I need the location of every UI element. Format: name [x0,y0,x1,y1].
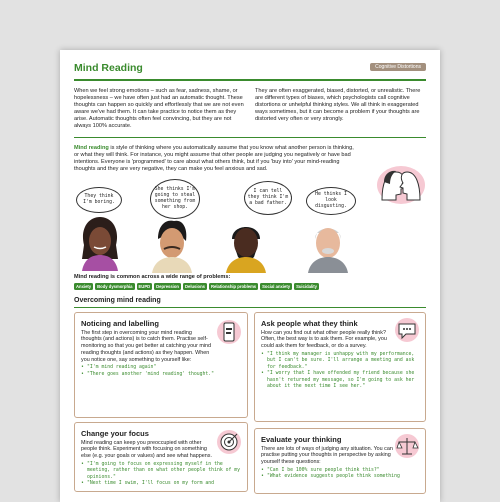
problem-tag: Relationship problems [210,283,257,289]
strategy-cards [74,312,426,487]
intro-right-column [255,88,426,130]
card-title: Noticing and labelling [81,318,159,328]
card-title: Ask people what they think [261,318,358,328]
problem-tag: Depression [156,283,179,289]
older-man-face-icon [306,217,350,273]
thought-bubble: I can tell they think I'm a bad father. [244,181,292,215]
card-noticing [74,312,248,418]
problem-tags [74,283,426,290]
person-illustration [74,177,132,273]
intro-section [74,88,426,130]
definition-text: is style of thinking where you automatically assume that you know what another person is thinking, or what they will think. For instance, you might assume that other people are judging you negatively or have bad intentions. Everyone is 'programmed' to care about what others think, but if you 'buy into' your mind-reading thoughts and they are very negative, they can make you feel anxious and sad. [74,144,354,172]
example-list [81,365,241,378]
person-illustration [224,177,289,273]
man-face-icon [150,217,194,273]
section-divider [74,307,426,308]
category-badge: Cognitive Distortions [370,63,426,71]
problem-tag: Delusions [184,283,205,289]
intro-left-text: When we feel strong emotions – such as fear, sadness, shame, or hopelessness – we have often just had an automatic thought. These thoughts can happen so quickly and effortlessly that we are not even aware we've had them. It can take practice to notice them as they arise. Automatic thoughts often feel convincing, but they are not always 100% accurate. [74,87,244,129]
example-list [261,468,419,481]
example-item: • "Next time I swim, I'll focus on my form and [81,481,241,487]
intro-right-text: They are often exaggerated, biased, distorted, or unrealistic. There are different types of biases, which psychologists call cognitive distortions or unhelpful thinking styles. We all think in exaggerated ways sometimes, but it can become a problem if your thoughts are distorted very often or very strongly. [255,87,421,122]
header-divider [74,79,426,81]
father-face-icon [224,217,268,273]
card-evaluate [254,428,426,494]
example-list [81,462,241,488]
header [74,60,426,76]
example-item: • "Can I be 100% sure people think this?" [261,468,419,474]
example-item: • "I'm mind reading again" [81,365,241,371]
card-text: Mind reading can keep you preoccupied with other people think. Experiment with focusing on something else (e.g. your goals or values) and see what happens. [81,439,212,460]
speech-bubble-icon [394,317,420,343]
section-heading: Overcoming mind reading [74,296,161,304]
definition-paragraph [74,145,360,173]
target-icon [216,429,242,455]
definition-term: Mind reading [74,144,109,151]
example-list [261,352,419,390]
intro-left-column [74,88,245,130]
scales-icon [394,433,420,459]
thought-bubble: He thinks I look disgusting. [306,187,356,215]
common-problems-heading: Mind reading is common across a wide range of problems: [74,273,231,280]
example-item: • "There goes another 'mind reading' thought." [81,372,241,378]
card-title: Evaluate your thinking [261,434,342,444]
intro-divider [74,137,426,138]
card-text: The first step in overcoming your mind reading thoughts (and actions) is to catch them. Practise self-monitoring so that you get better at catching your mind reading thoughts (and actions) as they happen. When you notice one, say something to yourself like: [81,329,212,363]
example-item: • "I worry that I have offended my friend because she hasn't returned my message, so I'm going to ask her about it the next time I see her." [261,371,419,390]
worksheet-page [60,50,440,502]
example-item: • "I'm going to focus on expressing myself in the meeting, rather than on what other people think of my opinions." [81,462,241,481]
example-item: • "I think my manager is unhappy with my performance, but I can't be sure. I'll arrange a meeting and ask for feedback." [261,352,419,371]
card-change-focus [74,422,248,492]
card-title: Change your focus [81,428,149,438]
problem-tag: Social anxiety [262,283,291,289]
person-illustration [146,177,204,273]
problem-tag: EUPD [138,283,151,289]
illustration-row [74,177,426,273]
problem-tag: Anxiety [76,283,92,289]
thought-bubble: She thinks I'm going to steal something from her shop. [150,179,200,219]
woman-face-icon [78,215,122,271]
smartphone-chat-icon [216,319,242,345]
person-illustration [300,177,358,273]
problem-tag: Suicidality [296,283,318,289]
worksheet-content [74,60,426,487]
thought-bubble: They think I'm boring. [76,187,122,213]
example-item: • "What evidence suggests people think something [261,474,419,480]
card-ask-people [254,312,426,422]
card-text: How can you find out what other people really think? Often, the best way is to ask them. For example, you could ask them for feedback, or do a survey. [261,329,387,350]
problem-tag: Body dysmorphia [97,283,133,289]
page-title: Mind Reading [74,62,143,74]
card-text: There are lots of ways of judging any situation. You can practise putting your thoughts in perspective by asking yourself these questions: [261,445,393,466]
